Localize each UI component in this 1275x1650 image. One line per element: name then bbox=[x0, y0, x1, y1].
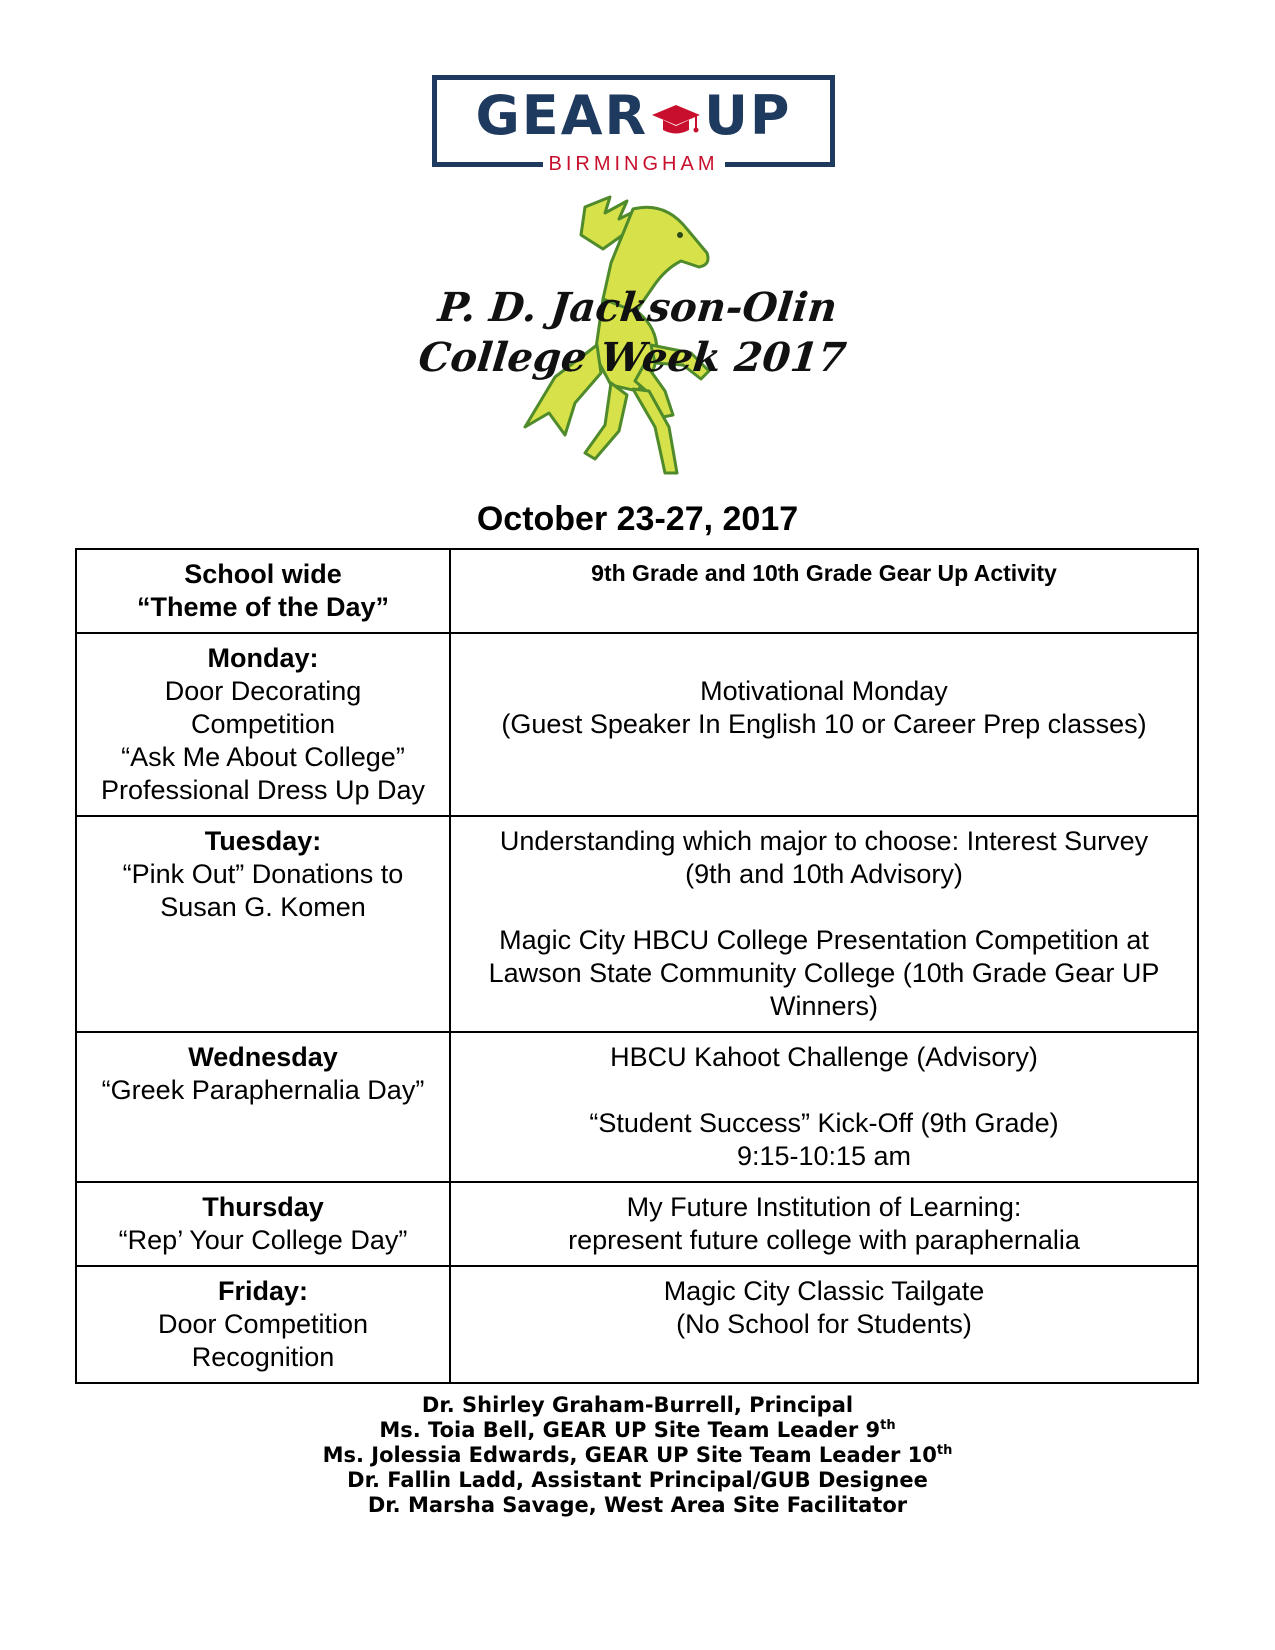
monday-theme-cell bbox=[76, 633, 450, 816]
header-theme-cell bbox=[76, 549, 450, 633]
theme-line: Competition bbox=[190, 709, 336, 739]
activity-line: 9:15-10:15 am bbox=[736, 1141, 912, 1171]
theme-line: “Ask Me About College” bbox=[121, 742, 405, 772]
theme-line: Susan G. Komen bbox=[160, 892, 366, 922]
friday-theme-cell bbox=[76, 1266, 450, 1383]
table-row-wednesday bbox=[76, 1032, 1198, 1182]
staff-line: Dr. Fallin Ladd, Assistant Principal/GUB Designee bbox=[347, 1468, 928, 1492]
friday-activity-cell bbox=[450, 1266, 1198, 1383]
staff-list bbox=[0, 1393, 1275, 1518]
activity-line: (Guest Speaker In English 10 or Career Prep classes) bbox=[501, 709, 1147, 739]
logo-wordmark bbox=[437, 86, 830, 146]
title-line-school: P. D. Jackson-Olin bbox=[435, 284, 840, 331]
logo-city: BIRMINGHAM bbox=[437, 153, 830, 176]
day-label: Monday: bbox=[207, 643, 319, 673]
wednesday-activity-cell bbox=[450, 1032, 1198, 1182]
header-activity-label: 9th Grade and 10th Grade Gear Up Activity bbox=[591, 560, 1057, 586]
event-date: October 23-27, 2017 bbox=[476, 500, 799, 538]
table-row-friday bbox=[76, 1266, 1198, 1383]
staff-line: Ms. Toia Bell, GEAR UP Site Team Leader 9th bbox=[379, 1418, 896, 1442]
staff-line: Ms. Jolessia Edwards, GEAR UP Site Team Leader 10th bbox=[322, 1443, 953, 1467]
activity-line: (No School for Students) bbox=[676, 1309, 972, 1339]
theme-line: Door Decorating bbox=[164, 676, 362, 706]
title-line-week: College Week 2017 bbox=[416, 334, 849, 381]
activity-line: Understanding which major to choose: Interest Survey bbox=[499, 826, 1149, 856]
activity-line: Magic City Classic Tailgate bbox=[663, 1276, 985, 1306]
logo-word-up: UP bbox=[704, 84, 792, 147]
activity-line: HBCU Kahoot Challenge (Advisory) bbox=[610, 1042, 1038, 1072]
table-header-row bbox=[76, 549, 1198, 633]
activity-line: represent future college with paraphernalia bbox=[568, 1225, 1080, 1255]
thursday-activity-cell bbox=[450, 1182, 1198, 1266]
tuesday-theme-cell bbox=[76, 816, 450, 1032]
logo-word-gear: GEAR bbox=[475, 84, 649, 147]
theme-line: Recognition bbox=[191, 1342, 335, 1372]
day-label: Wednesday bbox=[188, 1042, 338, 1072]
tuesday-activity-cell bbox=[450, 816, 1198, 1032]
activity-line: Magic City HBCU College Presentation Competition at bbox=[499, 925, 1149, 955]
header-theme-line2: “Theme of the Day” bbox=[136, 592, 390, 622]
header-activity-cell bbox=[450, 549, 1198, 633]
theme-line: “Rep’ Your College Day” bbox=[118, 1225, 408, 1255]
day-label: Thursday bbox=[202, 1192, 324, 1222]
activity-line: Winners) bbox=[769, 991, 878, 1021]
activity-line: “Student Success” Kick-Off (9th Grade) bbox=[589, 1108, 1059, 1138]
graduation-cap-icon bbox=[650, 99, 702, 139]
table-row-monday bbox=[76, 633, 1198, 816]
activity-line: Motivational Monday bbox=[700, 676, 948, 706]
thursday-theme-cell bbox=[76, 1182, 450, 1266]
schedule-table bbox=[75, 548, 1199, 1384]
gear-up-logo bbox=[432, 75, 835, 175]
activity-line: (9th and 10th Advisory) bbox=[685, 859, 963, 889]
theme-line: Professional Dress Up Day bbox=[100, 775, 426, 805]
event-script-title bbox=[395, 283, 876, 383]
table-row-thursday bbox=[76, 1182, 1198, 1266]
theme-line: “Pink Out” Donations to bbox=[122, 859, 404, 889]
activity-line: My Future Institution of Learning: bbox=[626, 1192, 1022, 1222]
staff-line: Dr. Marsha Savage, West Area Site Facilitator bbox=[367, 1493, 908, 1517]
wednesday-theme-cell bbox=[76, 1032, 450, 1182]
day-label: Tuesday: bbox=[204, 826, 322, 856]
monday-activity-cell bbox=[450, 633, 1198, 816]
theme-line: Door Competition bbox=[157, 1309, 369, 1339]
header-theme-line1: School wide bbox=[184, 559, 342, 589]
theme-line: “Greek Paraphernalia Day” bbox=[101, 1075, 425, 1105]
day-label: Friday: bbox=[217, 1276, 309, 1306]
table-row-tuesday bbox=[76, 816, 1198, 1032]
activity-line: Lawson State Community College (10th Grade Gear UP bbox=[488, 958, 1160, 988]
staff-line: Dr. Shirley Graham-Burrell, Principal bbox=[421, 1393, 854, 1417]
